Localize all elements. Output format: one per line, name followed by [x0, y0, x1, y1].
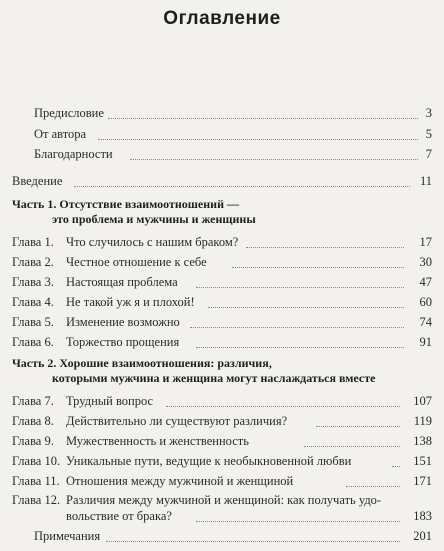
chapter-title: Отношения между мужчиной и женщиной	[66, 474, 294, 488]
chapter-page: 107	[413, 394, 432, 408]
chapter-number: Глава 1.	[12, 235, 54, 249]
chapter-number: Глава 11.	[12, 474, 60, 488]
page-title: Оглавление	[163, 8, 281, 29]
entry-label: Введение	[12, 174, 63, 188]
leader-dots	[98, 121, 418, 140]
entry-page: 201	[413, 529, 432, 543]
chapter-page: 183	[413, 509, 432, 523]
entry-label: Благодарности	[34, 147, 113, 161]
leader-dots	[196, 269, 404, 288]
entry-page: 7	[425, 147, 432, 161]
chapter-page: 17	[419, 235, 432, 249]
chapter-title: Действительно ли существуют различия?	[66, 414, 288, 428]
chapter-number: Глава 6.	[12, 335, 54, 349]
chapter-number: Глава 7.	[12, 394, 54, 408]
leader-dots	[130, 141, 418, 160]
chapter-page: 138	[413, 434, 432, 448]
part-2-line2: которыми мужчина и женщина могут наслаждаться вместе	[52, 371, 376, 385]
chapter-page: 60	[419, 295, 432, 309]
leader-dots	[196, 505, 400, 522]
chapter-number: Глава 8.	[12, 414, 54, 428]
part-1-heading	[12, 197, 256, 227]
entry-page: 11	[419, 174, 432, 188]
chapter-title: Настоящая проблема	[66, 275, 178, 289]
leader-dots	[74, 168, 410, 187]
chapter-title-line2: вольствие от брака?	[66, 509, 172, 523]
leader-dots	[346, 468, 400, 487]
chapter-title: Изменение возможно	[66, 315, 180, 329]
chapter-title: Торжество прощения	[66, 335, 180, 349]
chapter-number: Глава 4.	[12, 295, 54, 309]
chapter-page: 74	[419, 315, 432, 329]
leader-dots	[166, 388, 400, 407]
toc-chapter[interactable]	[0, 472, 444, 490]
leader-dots	[392, 448, 400, 467]
chapter-title: Уникальные пути, ведущие к необыкновенной любви	[66, 454, 352, 468]
leader-dots	[106, 523, 400, 542]
toc-entry-notes[interactable]	[0, 527, 444, 545]
entry-label: От автора	[34, 127, 87, 141]
part-2-line1: Часть 2. Хорошие взаимоотношения: различия,	[12, 356, 272, 370]
entry-page: 5	[425, 127, 432, 141]
chapter-title-line1: Различия между мужчиной и женщиной: как получать удо-	[66, 493, 382, 507]
chapter-number: Глава 2.	[12, 255, 54, 269]
toc-entry-thanks[interactable]	[0, 145, 444, 163]
toc-chapter[interactable]	[0, 333, 444, 351]
part-1-line2: это проблема и мужчины и женщины	[52, 212, 256, 226]
leader-dots	[108, 100, 418, 119]
leader-dots	[232, 249, 404, 268]
chapter-title: Трудный вопрос	[66, 394, 154, 408]
entry-label: Примечания	[34, 529, 101, 543]
chapter-title: Не такой уж я и плохой!	[66, 295, 195, 309]
chapter-number: Глава 5.	[12, 315, 54, 329]
chapter-number: Глава 9.	[12, 434, 54, 448]
chapter-page: 30	[419, 255, 432, 269]
chapter-title: Честное отношение к себе	[66, 255, 207, 269]
chapter-page: 171	[413, 474, 432, 488]
part-1-line1: Часть 1. Отсутствие взаимоотношений —	[12, 197, 239, 211]
toc-entry-preface[interactable]	[0, 104, 444, 122]
chapter-page: 151	[413, 454, 432, 468]
toc-entry-intro[interactable]	[0, 172, 444, 190]
entry-page: 3	[425, 106, 432, 120]
part-2-heading	[12, 356, 375, 386]
chapter-title: Мужественность и женственность	[66, 434, 249, 448]
leader-dots	[316, 408, 400, 427]
chapter-title: Что случилось с нашим браком?	[66, 235, 239, 249]
leader-dots	[208, 289, 404, 308]
toc-chapter[interactable]	[0, 432, 444, 450]
chapter-number: Глава 12.	[12, 493, 61, 507]
leader-dots	[190, 309, 404, 328]
leader-dots	[304, 428, 400, 447]
chapter-number: Глава 10.	[12, 454, 61, 468]
entry-label: Предисловие	[34, 106, 104, 120]
chapter-number: Глава 3.	[12, 275, 54, 289]
leader-dots	[196, 329, 404, 348]
leader-dots	[246, 229, 404, 248]
chapter-page: 91	[419, 335, 432, 349]
chapter-page: 119	[413, 414, 432, 428]
chapter-page: 47	[419, 275, 432, 289]
